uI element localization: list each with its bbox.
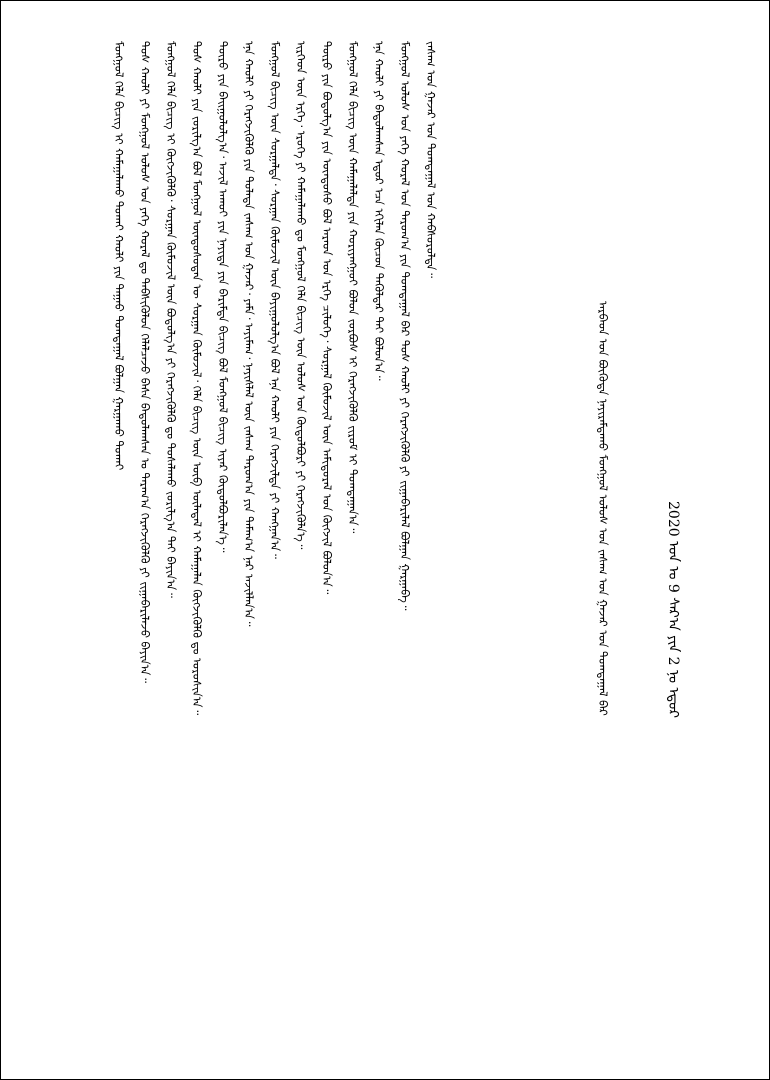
paragraph-line: ᠮᠣᠩᠭᠣᠯ ᠬᠡᠯᠡ ᠪᠢᠴᠢᠭ ᠢ ᠬᠠᠮᠠᠭᠠᠯᠠᠬᠤ ᠲᠤᠬᠠᠢ ᠬᠠᠤᠯᠢ ᠶᠢᠨ ᠳᠠᠭᠠᠤ ᠲᠤᠭᠲᠠᠭᠠᠯ ᠪᠣᠯᠭᠠᠨ ᠭᠠᠷᠭᠠᠬᠤ ᠲᠤᠬᠠᠢ — [112, 41, 126, 471]
paragraph-line: ᠮᠣᠩᠭᠣᠯ ᠬᠡᠯᠡ ᠪᠢᠴᠢᠭ ᠦᠨ ᠬᠠᠮᠠᠭᠠᠯᠠᠯᠲᠠ ᠶᠢᠨ ᠬᠤᠷᠢᠶᠠᠩᠭᠤᠢ ᠪᠣᠯᠤᠨ ᠵᠤᠷᠪᠤᠰ ᠢ ᠬᠡᠷᠡᠭᠵᠢᠭᠦᠯᠬᠦ ᠵᠢᠷᠤᠮ ᠢ ᠲᠣᠭᠲᠠᠭᠠᠨ᠎ᠠ᠃ — [346, 41, 360, 534]
paragraph-line: ᠡᠨᠡ ᠬᠠᠤᠯᠢ ᠶᠢ ᠪᠠᠲᠤᠯᠠᠭᠰᠠᠨ ᠡᠳᠦᠷ ᠡᠴᠡ ᠡᠬᠢᠯᠡᠨ ᠬᠦᠴᠦᠨ ᠲᠡᠭᠦᠯᠳᠡᠷ ᠲᠡᠢ ᠪᠣᠯᠤᠨ᠎ᠠ᠃ — [372, 41, 386, 381]
paragraph-line: ᠲᠥᠷᠥ ᠶᠢᠨ ᠪᠠᠢᠭᠤᠯᠤᠯᠭ᠎ᠠ᠂ ᠠᠵᠢᠯ ᠠᠬᠤᠢ ᠶᠢᠨ ᠨᠡᠶᠢᠲᠡ ᠶᠢᠨ ᠪᠠᠷᠢᠮᠲᠠ ᠪᠢᠴᠢᠭ ᠪᠣᠯ ᠮᠣᠩᠭᠣᠯ ᠪᠢᠴᠢᠭ ᠢᠶᠡᠷ ᠬᠦᠲᠦᠯᠪᠦᠷᠢᠯᠡᠨ᠎ᠡ᠃ — [216, 41, 230, 553]
document-date: 2020 ᠣᠨ ᠤ 9 ᠰᠠᠷ᠎ᠠ ᠶᠢᠨ 2 ᠨᠤ ᠡᠳᠦᠷ — [665, 501, 681, 718]
paragraph-line: ᠵᠠᠰᠠᠭ ᠤᠨ ᠭᠠᠵᠠᠷ ᠤᠨ ᠲᠤᠭᠲᠠᠭᠠᠯ ᠤᠨ ᠬᠠᠪᠰᠤᠷᠤᠯᠲᠠ᠃ — [424, 41, 438, 278]
paragraph-line: ᠲᠤᠰ ᠬᠠᠤᠯᠢ ᠶᠢᠨ ᠵᠣᠷᠢᠯᠭ᠎ᠠ ᠪᠣᠯ ᠮᠣᠩᠭᠣᠯ ᠦᠨᠳᠦᠰᠦᠲᠡᠨ ᠦ ᠰᠤᠷᠭᠠᠨ ᠬᠦᠮᠦᠵᠢᠯ᠂ ᠬᠡᠯᠡ ᠪᠢᠴᠢᠭ ᠦᠨ ᠦᠪ ᠦᠯᠡᠳᠡᠯ ᠢ ᠬᠠᠮᠠᠭᠠᠯᠠᠨ ᠬᠥᠭᠵᠢᠭᠦᠯᠬᠦ ᠳᠤ ᠣᠷᠣᠰᠢᠨ᠎ᠠ᠃ — [190, 41, 204, 716]
paragraph-line: ᠮᠣᠩᠭᠣᠯ ᠪᠢᠴᠢᠭ ᠦᠨ ᠰᠤᠷᠭᠠᠯᠲᠠ᠂ ᠰᠤᠷᠭᠠᠨ ᠬᠦᠮᠦᠵᠢᠯ ᠦᠨ ᠪᠠᠶᠢᠭᠤᠯᠤᠯᠭ᠎ᠠ ᠪᠣᠯ ᠡᠨᠡ ᠬᠠᠤᠯᠢ ᠶᠢᠨ ᠬᠡᠷᠡᠭᠵᠢᠯᠲᠡ ᠶᠢ ᠬᠠᠩᠭᠠᠨ᠎ᠠ᠃ — [268, 41, 282, 559]
document-title: ᠠᠷᠪᠠᠳ ᠤᠨ ᠪᠦᠭᠦᠳᠡ ᠨᠠᠶᠢᠷᠠᠮᠳᠠᠬᠤ ᠮᠣᠩᠭᠣᠯ ᠤᠯᠤᠰ ᠤᠨ ᠵᠠᠰᠠᠭ ᠤᠨ ᠭᠠᠵᠠᠷ ᠤᠨ ᠲᠤᠭᠲᠠᠭᠠᠯ ᠪᠠᠷ — [596, 301, 610, 716]
paragraph-line: ᠡᠨᠡ ᠬᠠᠤᠯᠢ ᠶᠢ ᠬᠡᠷᠡᠭᠵᠢᠭᠦᠯᠬᠦ ᠶᠢᠨ ᠲᠤᠯᠠᠳᠠ ᠵᠠᠰᠠᠭ ᠤᠨ ᠭᠠᠵᠠᠷ᠂ ᠶᠠᠮᠠ᠂ ᠠᠶᠢᠮᠠᠭ᠂ ᠨᠡᠶᠢᠰᠯᠡᠯ ᠦᠨ ᠵᠠᠰᠠᠭ ᠳᠠᠷᠤᠭ᠎ᠠ ᠶᠢᠨ ᠲᠠᠮᠠᠭ᠎ᠠ ᠨᠠᠷ ᠠᠵᠢᠯᠯᠠᠨ᠎ᠠ᠃ — [242, 41, 256, 627]
paragraph-line: ᠢᠷᠭᠡᠳ ᠦᠨ ᠡᠷᠬᠡ᠂ ᠡᠷᠦᠬᠡ ᠶᠢ ᠬᠠᠮᠠᠭᠠᠯᠠᠬᠤ ᠳᠤ ᠮᠣᠩᠭᠣᠯ ᠬᠡᠯᠡ ᠪᠢᠴᠢᠭ ᠦᠨ ᠤᠯᠤᠰ ᠤᠨ ᠬᠥᠲᠦᠯᠪᠦᠷᠢ ᠶᠢ ᠬᠡᠷᠡᠭᠵᠢᠭᠦᠯᠨ᠎ᠡ᠃ — [294, 41, 308, 550]
paragraph-line: ᠲᠥᠷᠥ ᠶᠢᠨ ᠪᠣᠳᠣᠯᠭ᠎ᠠ ᠶᠢᠨ ᠦᠨᠳᠦᠰᠦ ᠪᠣᠯ ᠠᠷᠠᠳ ᠤᠨ ᠡᠷᠬᠡ ᠴᠢᠯᠦᠭᠡ᠂ ᠰᠤᠷᠭᠠᠯ ᠬᠦᠮᠦᠵᠢᠯ ᠦᠨ ᠠᠮᠢᠳᠤᠷᠠᠯ ᠤᠨ ᠬᠥᠭᠵᠢᠯ ᠪᠣᠯᠤᠨ᠎ᠠ᠃ — [320, 41, 334, 595]
paragraph-line: ᠮᠣᠩᠭᠣᠯ ᠤᠯᠤᠰ ᠤᠨ ᠶᠡᠬᠡ ᠬᠤᠷᠠᠯ ᠤᠨ ᠳᠠᠷᠤᠭ᠎ᠠ ᠶᠢᠨ ᠲᠤᠭᠲᠠᠭᠠᠯ ᠪᠠᠷ ᠲᠤᠰ ᠬᠠᠤᠯᠢ ᠶᠢ ᠬᠡᠷᠡᠭᠵᠢᠭᠦᠯᠬᠦ ᠶᠢ ᠵᠢᠭᠠᠪᠠᠷᠢᠯᠠᠯ ᠪᠣᠯᠭᠠᠨ ᠭᠠᠷᠭᠠᠪᠠ᠃ — [398, 41, 412, 611]
paragraph-line: ᠲᠤᠰ ᠬᠠᠤᠯᠢ ᠶᠢ ᠮᠣᠩᠭᠣᠯ ᠤᠯᠤᠰ ᠤᠨ ᠶᠡᠬᠡ ᠬᠤᠷᠠᠯ ᠳᠤ ᠳᠡᠪᠰᠢᠭᠦᠯᠦᠨ ᠬᠡᠯᠡᠯᠴᠡᠵᠦ ᠪᠠᠰᠠ ᠪᠠᠲᠤᠯᠠᠭᠰᠠᠨ ᠤ ᠳᠠᠷᠠᠭ᠎ᠠ ᠬᠡᠷᠡᠭᠵᠢᠭᠦᠯᠬᠦ ᠶᠢ ᠵᠢᠭᠠᠪᠠᠷᠢᠯᠠᠵᠤ ᠪᠠᠶᠢᠨ᠎ᠠ᠃ — [138, 41, 152, 683]
paragraph-line: ᠮᠣᠩᠭᠣᠯ ᠬᠡᠯᠡ ᠪᠢᠴᠢᠭ ᠢ ᠬᠦᠭᠵᠢᠭᠦᠯᠬᠦ᠂ ᠰᠤᠷᠭᠠᠨ ᠬᠦᠮᠦᠵᠢᠯ ᠦᠨ ᠪᠣᠳᠣᠯᠭ᠎ᠠ ᠶᠢ ᠬᠡᠷᠡᠭᠵᠢᠭᠦᠯᠬᠦ ᠳᠤ ᠲᠤᠰᠠᠯᠠᠬᠤ ᠵᠣᠷᠢᠯᠭ᠎ᠠ ᠲᠠᠶ ᠪᠠᠶᠢᠨ᠎ᠠ᠃ — [164, 41, 178, 598]
